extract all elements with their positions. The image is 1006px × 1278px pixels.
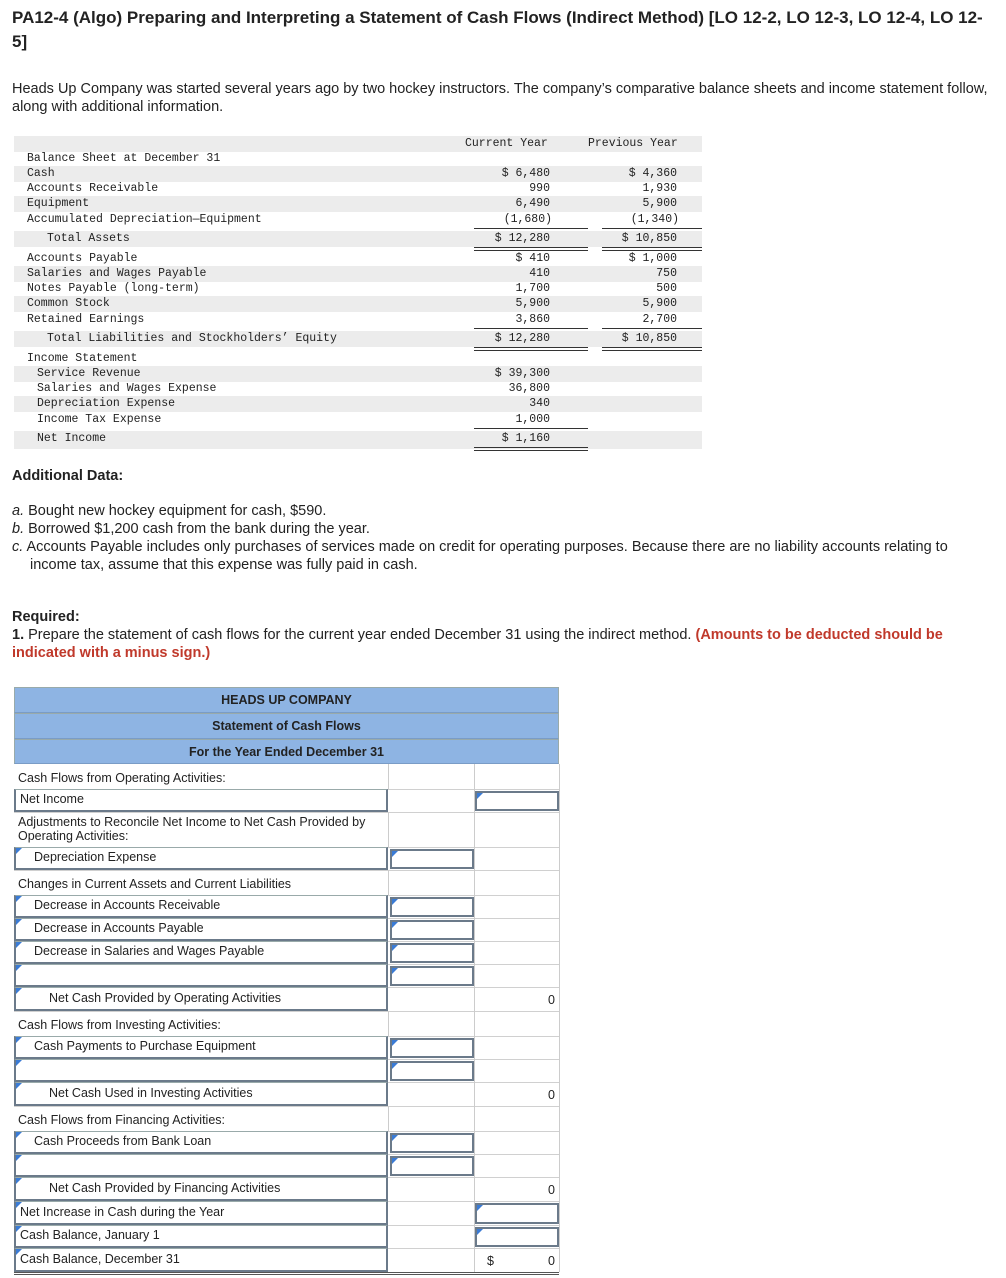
is-cur-value: 340 [529,397,550,410]
purchase-equip-input[interactable] [390,1038,474,1058]
flag-icon [392,899,398,905]
row-label: Cash Flows from Financing Activities: [18,1113,226,1127]
row-label: Decrease in Accounts Receivable [34,898,221,912]
row-label: Net Cash Provided by Financing Activities [49,1181,281,1195]
row-label-cell [14,812,389,847]
row-label: Depreciation Expense [34,850,157,864]
is-label: Salaries and Wages Expense [37,382,217,395]
dollar-sign: $ [487,1254,494,1268]
row-label: Cash Payments to Purchase Equipment [34,1039,256,1053]
table-row [14,870,559,896]
blank-inv-input[interactable] [390,1061,474,1081]
total-cell [475,1154,560,1177]
amount-cell [390,964,475,987]
fin-prev-value: 1,930 [642,182,677,195]
is-heading: Income Statement [27,352,138,365]
scf-company: HEADS UP COMPANY [14,687,559,713]
fin-cur-value: (1,680) [503,213,552,226]
dec-ap-label-box[interactable] [14,918,388,941]
item-note: (Amounts to be deducted should be indicated with a minus sign.) [12,627,943,661]
dec-ar-label-box[interactable] [14,895,388,918]
fin-label: Total Liabilities and Stockholders’ Equity [47,332,337,345]
scf-title: Statement of Cash Flows [14,713,559,739]
total-cell [475,870,560,895]
is-label: Net Income [37,432,107,445]
problem-intro: Heads Up Company was started several years ago by two hockey instructors. The company’s comparative balance sheets and income statement follow, along with additional information. [12,81,988,115]
amount-cell [390,1106,475,1131]
fin-row [14,166,702,182]
total-cell [475,789,560,812]
net-increase-label-box[interactable] [14,1201,388,1225]
is-label: Income Tax Expense [37,413,162,426]
table-row [14,1177,559,1202]
item-letter: b. [12,521,25,537]
is-cur-value: $ 39,300 [494,367,550,380]
total-cell [475,1011,560,1036]
table-row [14,1248,559,1275]
flag-icon [16,965,22,971]
flag-icon [16,919,22,925]
amount-cell [390,1131,475,1154]
table-row [14,847,559,871]
row-label: Net Cash Used in Investing Activities [49,1086,253,1100]
additional-item-b [12,520,992,538]
flag-icon [392,1158,398,1164]
fin-row [14,281,702,297]
underline [474,228,588,229]
row-label-cell [14,1011,389,1036]
is-cur-value: 1,000 [515,413,550,426]
amount-cell [390,1225,475,1248]
table-row [14,1106,559,1132]
flag-icon [392,1135,398,1141]
net-fin-value: 0 [548,1183,555,1197]
total-cell [475,1131,560,1154]
column-header-row [14,136,702,152]
amount-cell [390,789,475,812]
scf-period: For the Year Ended December 31 [14,739,559,764]
required-section [12,608,992,662]
row-label: Cash Flows from Investing Activities: [18,1018,221,1032]
total-cell [475,764,560,789]
is-row [14,366,702,382]
dec-swp-input[interactable] [390,943,474,963]
total-cell [475,1106,560,1131]
table-row [14,918,559,942]
table-row [14,1154,559,1178]
flag-icon [16,1083,22,1089]
amount-cell [390,895,475,918]
item-text: Accounts Payable includes only purchases of services made on credit for operating purposes. Because there are no liability accounts relating to income tax, assume that this expense was fully paid in cash. [23,539,948,573]
flag-icon [16,942,22,948]
total-cell [475,964,560,987]
table-row [14,1011,559,1037]
blank-inv-label-box[interactable] [14,1059,388,1082]
row-label: Cash Proceeds from Bank Loan [34,1134,212,1148]
net-inv-value: 0 [548,1088,555,1102]
table-row [14,764,559,790]
fin-label: Accumulated Depreciation—Equipment [27,213,262,226]
fin-cur-value: $ 410 [515,252,550,265]
dec-ar-input[interactable] [390,897,474,917]
fin-prev-value: 500 [656,282,677,295]
bank-loan-label-box[interactable] [14,1131,388,1154]
problem-title: PA12-4 (Algo) Preparing and Interpreting a Statement of Cash Flows (Indirect Method) [LO 12-2, LO 12-3, LO 12-4, LO 12-5] [12,8,983,51]
blank-fin-label-box[interactable] [14,1154,388,1177]
fin-row-total [14,331,702,347]
is-cur-value: 36,800 [508,382,550,395]
total-cell [475,1248,560,1272]
fin-cur-value: 3,860 [515,313,550,326]
is-label: Depreciation Expense [37,397,176,410]
is-row [14,396,702,412]
table-row [14,812,559,848]
net-inv-label-box[interactable] [14,1082,388,1106]
fin-label: Salaries and Wages Payable [27,267,207,280]
row-label-cell [14,764,389,789]
row-label: Net Income [20,792,84,806]
row-label: Net Increase in Cash during the Year [20,1205,225,1219]
depreciation-label-box[interactable] [14,847,388,870]
table-row [14,1082,559,1107]
amount-cell [390,1201,475,1225]
amount-cell [390,1082,475,1106]
amount-cell [390,941,475,964]
row-label: Cash Flows from Operating Activities: [18,771,226,785]
amount-cell [390,812,475,847]
fin-cur-value: $ 12,280 [494,332,550,345]
purchase-equip-label-box[interactable] [14,1036,388,1059]
fin-cur-value: 1,700 [515,282,550,295]
fin-row-total [14,231,702,247]
underline [474,428,588,429]
amount-cell [390,1154,475,1177]
row-label: Net Cash Provided by Operating Activities [49,991,282,1005]
is-cur-value: $ 1,160 [501,432,550,445]
flag-icon [392,851,398,857]
item-text: Prepare the statement of cash flows for the current year ended December 31 using the indirect method. [24,627,696,643]
fin-row [14,296,702,312]
flag-icon [477,793,483,799]
dec-ap-input[interactable] [390,920,474,940]
net-op-value: 0 [548,993,555,1007]
required-item-1 [12,626,992,662]
underline [602,328,702,329]
table-row [14,1036,559,1060]
flag-icon [392,1063,398,1069]
double-underline [474,447,588,451]
flag-icon [392,1040,398,1046]
fin-label: Accounts Payable [27,252,138,265]
flag-icon [16,896,22,902]
is-heading-row [14,351,702,367]
row-label: Cash Balance, January 1 [20,1228,160,1242]
underline [602,228,702,229]
total-cell [475,1036,560,1059]
fin-row [14,312,702,328]
fin-prev-value: $ 10,850 [621,232,677,245]
fin-row [14,181,702,197]
required-heading: Required: [12,609,80,625]
flag-icon [16,988,22,994]
net-increase-input[interactable] [475,1203,559,1224]
fin-label: Total Assets [47,232,130,245]
fin-prev-value: (1,340) [630,213,679,226]
fin-label: Accounts Receivable [27,182,159,195]
fin-prev-value: $ 4,360 [628,167,677,180]
fin-row [14,196,702,212]
blank-op-label-box[interactable] [14,964,388,987]
flag-icon [16,1060,22,1066]
underline [474,328,588,329]
additional-data-heading: Additional Data: [12,468,124,484]
net-income-label-box[interactable] [14,789,388,812]
cash-flow-statement [14,687,559,1276]
flag-icon [477,1205,483,1211]
depreciation-input[interactable] [390,849,474,869]
fin-cur-value: 5,900 [515,297,550,310]
total-cell [475,1225,560,1248]
flag-icon [16,1132,22,1138]
blank-op-input[interactable] [390,966,474,986]
table-row [14,895,559,919]
fin-cur-value: 410 [529,267,550,280]
total-cell [475,1082,560,1106]
fin-label: Common Stock [27,297,110,310]
row-label-cell [14,1106,389,1131]
flag-icon [16,1178,22,1184]
col-current-header: Current Year [465,137,548,150]
table-row [14,941,559,965]
cash-jan-label-box[interactable] [14,1225,388,1248]
cash-dec-label-box[interactable] [14,1248,388,1272]
total-cell [475,941,560,964]
net-income-input[interactable] [475,791,559,811]
total-cell [475,1201,560,1225]
fin-prev-value: 5,900 [642,297,677,310]
total-cell [475,987,560,1011]
fin-prev-value: 750 [656,267,677,280]
fin-cur-value: 6,490 [515,197,550,210]
dec-swp-label-box[interactable] [14,941,388,964]
fin-prev-value: 2,700 [642,313,677,326]
fin-cur-value: $ 12,280 [494,232,550,245]
fin-cur-value: 990 [529,182,550,195]
col-previous-header: Previous Year [588,137,678,150]
fin-row [14,251,702,267]
row-label-cell [14,870,389,895]
item-text: Bought new hockey equipment for cash, $590. [24,503,327,519]
bank-loan-input[interactable] [390,1133,474,1153]
fin-prev-value: $ 1,000 [628,252,677,265]
is-row [14,412,702,428]
total-cell [475,1177,560,1201]
fin-prev-value: 5,900 [642,197,677,210]
amount-cell [390,1059,475,1082]
table-row [14,987,559,1012]
net-fin-label-box[interactable] [14,1177,388,1201]
cash-dec-value: 0 [548,1254,555,1268]
row-label: Changes in Current Assets and Current Liabilities [18,877,292,891]
fin-label: Equipment [27,197,90,210]
fin-row [14,212,702,228]
amount-cell [390,1036,475,1059]
flag-icon [392,945,398,951]
table-row [14,789,559,813]
additional-item-c [12,538,992,574]
total-cell [475,1059,560,1082]
item-letter: c. [12,539,24,555]
amount-cell [390,847,475,870]
table-row [14,1201,559,1226]
fin-cur-value: $ 6,480 [501,167,550,180]
table-row [14,1131,559,1155]
table-row [14,1225,559,1249]
row-label: Adjustments to Reconcile Net Income to Net Cash Provided by Operating Activities: [18,815,366,843]
amount-cell [390,987,475,1011]
blank-fin-input[interactable] [390,1156,474,1176]
additional-item-a [12,502,992,520]
item-number: 1. [12,627,25,643]
table-row [14,964,559,988]
amount-cell [390,870,475,895]
row-label: Decrease in Accounts Payable [34,921,204,935]
row-label: Cash Balance, December 31 [20,1252,180,1266]
is-row [14,381,702,397]
amount-cell [390,918,475,941]
item-text: Borrowed $1,200 cash from the bank during the year. [24,521,370,537]
flag-icon [16,1155,22,1161]
fin-label: Cash [27,167,55,180]
flag-icon [16,848,22,854]
bs-heading-row [14,151,702,167]
fin-row [14,266,702,282]
amount-cell [390,1177,475,1201]
net-op-label-box[interactable] [14,987,388,1011]
fin-label: Retained Earnings [27,313,145,326]
row-label: Decrease in Salaries and Wages Payable [34,944,265,958]
amount-cell [390,764,475,789]
amount-cell [390,1248,475,1272]
is-row-total [14,431,702,449]
amount-cell [390,1011,475,1036]
bs-heading: Balance Sheet at December 31 [27,152,221,165]
total-cell [475,895,560,918]
fin-prev-value: $ 10,850 [621,332,677,345]
table-row [14,1059,559,1083]
total-cell [475,812,560,847]
additional-data-list [12,502,992,574]
item-letter: a. [12,503,25,519]
flag-icon [16,1037,22,1043]
is-label: Service Revenue [37,367,141,380]
cash-jan-input[interactable] [475,1227,559,1247]
flag-icon [477,1229,483,1235]
total-cell [475,847,560,870]
flag-icon [392,968,398,974]
fin-label: Notes Payable (long-term) [27,282,200,295]
total-cell [475,918,560,941]
flag-icon [392,922,398,928]
scf-body [14,764,559,1276]
